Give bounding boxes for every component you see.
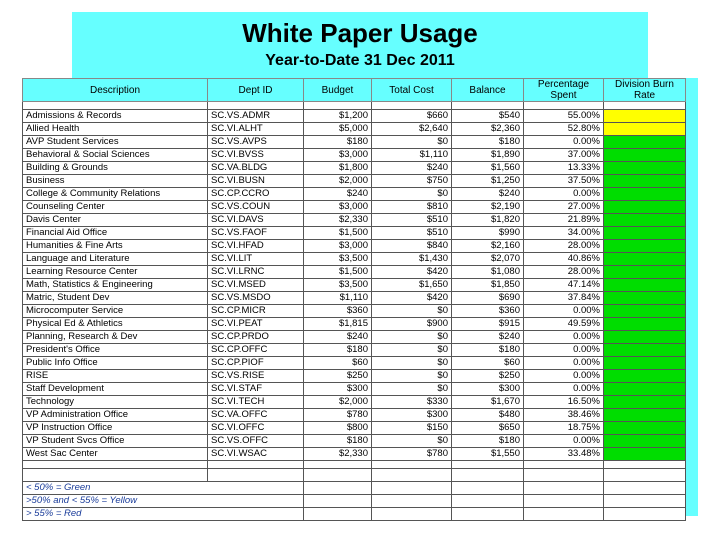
table-row (23, 357, 686, 370)
row-percentage-spent: 16.50% (524, 396, 604, 409)
table-row (23, 110, 686, 123)
row-total-cost: $0 (372, 435, 452, 448)
row-burn-rate-indicator (604, 448, 686, 461)
row-balance: $990 (452, 227, 524, 240)
row-total-cost: $0 (372, 383, 452, 396)
row-burn-rate-indicator (604, 110, 686, 123)
row-total-cost: $0 (372, 136, 452, 149)
row-percentage-spent: 27.00% (524, 201, 604, 214)
row-percentage-spent: 40.86% (524, 253, 604, 266)
row-total-cost: $840 (372, 240, 452, 253)
row-dept-id: SC.VI.TECH (208, 396, 304, 409)
row-budget: $2,330 (304, 214, 372, 227)
usage-table (22, 78, 686, 521)
row-burn-rate-indicator (604, 149, 686, 162)
table-row (23, 279, 686, 292)
row-budget: $3,000 (304, 240, 372, 253)
row-description: Language and Literature (23, 253, 208, 266)
row-percentage-spent: 21.89% (524, 214, 604, 227)
row-description: AVP Student Services (23, 136, 208, 149)
row-dept-id: SC.VI.PEAT (208, 318, 304, 331)
legend-row-yellow (23, 495, 686, 508)
table-row (23, 162, 686, 175)
row-budget: $180 (304, 344, 372, 357)
row-description: West Sac Center (23, 448, 208, 461)
row-balance: $1,550 (452, 448, 524, 461)
row-percentage-spent: 47.14% (524, 279, 604, 292)
row-burn-rate-indicator (604, 266, 686, 279)
row-description: Financial Aid Office (23, 227, 208, 240)
row-dept-id: SC.VS.ADMR (208, 110, 304, 123)
row-total-cost: $1,110 (372, 149, 452, 162)
row-total-cost: $0 (372, 344, 452, 357)
row-budget: $300 (304, 383, 372, 396)
table-row (23, 409, 686, 422)
row-description: Planning, Research & Dev (23, 331, 208, 344)
row-total-cost: $2,640 (372, 123, 452, 136)
row-balance: $690 (452, 292, 524, 305)
row-budget: $2,000 (304, 396, 372, 409)
row-dept-id: SC.VI.LIT (208, 253, 304, 266)
row-budget: $240 (304, 188, 372, 201)
table-row (23, 422, 686, 435)
title-banner (72, 12, 648, 78)
row-balance: $180 (452, 435, 524, 448)
spacer-row (23, 102, 686, 110)
row-total-cost: $750 (372, 175, 452, 188)
row-percentage-spent: 0.00% (524, 435, 604, 448)
row-description: Behavioral & Social Sciences (23, 149, 208, 162)
row-dept-id: SC.VI.LRNC (208, 266, 304, 279)
table-footer (23, 469, 686, 521)
row-dept-id: SC.VS.FAOF (208, 227, 304, 240)
row-description: VP Instruction Office (23, 422, 208, 435)
row-budget: $3,000 (304, 149, 372, 162)
row-balance: $60 (452, 357, 524, 370)
header-balance: Balance (452, 79, 524, 102)
blank-row (23, 469, 686, 482)
row-total-cost: $510 (372, 214, 452, 227)
row-total-cost: $0 (372, 188, 452, 201)
row-total-cost: $900 (372, 318, 452, 331)
row-description: Davis Center (23, 214, 208, 227)
row-description: Math, Statistics & Engineering (23, 279, 208, 292)
row-burn-rate-indicator (604, 409, 686, 422)
table-row (23, 305, 686, 318)
row-total-cost: $330 (372, 396, 452, 409)
row-balance: $650 (452, 422, 524, 435)
table-row (23, 123, 686, 136)
row-dept-id: SC.VI.MSED (208, 279, 304, 292)
row-percentage-spent: 0.00% (524, 357, 604, 370)
row-burn-rate-indicator (604, 305, 686, 318)
row-dept-id: SC.VI.STAF (208, 383, 304, 396)
row-description: Counseling Center (23, 201, 208, 214)
row-budget: $1,500 (304, 266, 372, 279)
page-subtitle: Year-to-Date 31 Dec 2011 (265, 52, 455, 69)
row-burn-rate-indicator (604, 123, 686, 136)
row-balance: $180 (452, 136, 524, 149)
table-row (23, 292, 686, 305)
row-budget: $1,200 (304, 110, 372, 123)
table-row (23, 383, 686, 396)
row-budget: $3,500 (304, 279, 372, 292)
header-total-cost: Total Cost (372, 79, 452, 102)
row-balance: $1,890 (452, 149, 524, 162)
row-balance: $1,250 (452, 175, 524, 188)
row-balance: $480 (452, 409, 524, 422)
row-dept-id: SC.VA.BLDG (208, 162, 304, 175)
row-percentage-spent: 0.00% (524, 370, 604, 383)
row-total-cost: $660 (372, 110, 452, 123)
row-total-cost: $300 (372, 409, 452, 422)
row-dept-id: SC.VI.BVSS (208, 149, 304, 162)
row-description: Business (23, 175, 208, 188)
table-row (23, 227, 686, 240)
row-budget: $1,110 (304, 292, 372, 305)
row-balance: $1,820 (452, 214, 524, 227)
row-total-cost: $0 (372, 370, 452, 383)
row-balance: $915 (452, 318, 524, 331)
row-burn-rate-indicator (604, 253, 686, 266)
row-total-cost: $420 (372, 266, 452, 279)
row-percentage-spent: 55.00% (524, 110, 604, 123)
row-budget: $180 (304, 435, 372, 448)
header-division-burn-rate: Division Burn Rate (604, 79, 686, 102)
table-row (23, 396, 686, 409)
row-total-cost: $510 (372, 227, 452, 240)
row-total-cost: $0 (372, 357, 452, 370)
table-row (23, 149, 686, 162)
row-description: Matric, Student Dev (23, 292, 208, 305)
legend-row-green (23, 482, 686, 495)
table-row (23, 331, 686, 344)
row-burn-rate-indicator (604, 136, 686, 149)
row-burn-rate-indicator (604, 331, 686, 344)
row-budget: $2,330 (304, 448, 372, 461)
row-description: Technology (23, 396, 208, 409)
table-body (23, 102, 686, 469)
row-burn-rate-indicator (604, 318, 686, 331)
row-description: VP Administration Office (23, 409, 208, 422)
row-description: Humanities & Fine Arts (23, 240, 208, 253)
row-burn-rate-indicator (604, 370, 686, 383)
table-row (23, 240, 686, 253)
row-burn-rate-indicator (604, 279, 686, 292)
row-description: Building & Grounds (23, 162, 208, 175)
row-total-cost: $420 (372, 292, 452, 305)
row-budget: $250 (304, 370, 372, 383)
row-description: College & Community Relations (23, 188, 208, 201)
header-description: Description (23, 79, 208, 102)
row-burn-rate-indicator (604, 214, 686, 227)
row-total-cost: $0 (372, 305, 452, 318)
row-budget: $1,500 (304, 227, 372, 240)
row-budget: $1,800 (304, 162, 372, 175)
table-row (23, 175, 686, 188)
row-dept-id: SC.VA.OFFC (208, 409, 304, 422)
row-percentage-spent: 33.48% (524, 448, 604, 461)
table-row (23, 370, 686, 383)
table-row (23, 266, 686, 279)
row-balance: $360 (452, 305, 524, 318)
row-description: VP Student Svcs Office (23, 435, 208, 448)
row-description: Public Info Office (23, 357, 208, 370)
header-dept-id: Dept ID (208, 79, 304, 102)
row-balance: $300 (452, 383, 524, 396)
row-balance: $2,160 (452, 240, 524, 253)
row-dept-id: SC.VI.OFFC (208, 422, 304, 435)
row-balance: $240 (452, 188, 524, 201)
row-total-cost: $240 (372, 162, 452, 175)
row-total-cost: $780 (372, 448, 452, 461)
table-row (23, 435, 686, 448)
row-percentage-spent: 0.00% (524, 331, 604, 344)
row-budget: $240 (304, 331, 372, 344)
row-total-cost: $810 (372, 201, 452, 214)
row-description: Physical Ed & Athletics (23, 318, 208, 331)
row-balance: $180 (452, 344, 524, 357)
row-total-cost: $1,430 (372, 253, 452, 266)
row-dept-id: SC.VI.ALHT (208, 123, 304, 136)
row-dept-id: SC.VI.BUSN (208, 175, 304, 188)
row-budget: $800 (304, 422, 372, 435)
row-percentage-spent: 0.00% (524, 136, 604, 149)
header-row (23, 79, 686, 102)
legend-yellow: >50% and < 55% = Yellow (23, 495, 304, 508)
row-budget: $180 (304, 136, 372, 149)
row-dept-id: SC.VI.DAVS (208, 214, 304, 227)
legend-row-red (23, 508, 686, 521)
row-percentage-spent: 18.75% (524, 422, 604, 435)
row-balance: $1,560 (452, 162, 524, 175)
row-balance: $2,070 (452, 253, 524, 266)
row-burn-rate-indicator (604, 175, 686, 188)
table-row (23, 188, 686, 201)
row-burn-rate-indicator (604, 344, 686, 357)
row-balance: $1,670 (452, 396, 524, 409)
table-row (23, 136, 686, 149)
table-row (23, 448, 686, 461)
row-burn-rate-indicator (604, 227, 686, 240)
row-dept-id: SC.VS.MSDO (208, 292, 304, 305)
row-balance: $2,190 (452, 201, 524, 214)
row-dept-id: SC.VI.WSAC (208, 448, 304, 461)
row-total-cost: $1,650 (372, 279, 452, 292)
row-budget: $60 (304, 357, 372, 370)
row-description: RISE (23, 370, 208, 383)
row-burn-rate-indicator (604, 292, 686, 305)
row-description: Learning Resource Center (23, 266, 208, 279)
row-description: President's Office (23, 344, 208, 357)
usage-sheet (22, 78, 698, 519)
row-description: Admissions & Records (23, 110, 208, 123)
row-balance: $540 (452, 110, 524, 123)
row-burn-rate-indicator (604, 435, 686, 448)
row-budget: $2,000 (304, 175, 372, 188)
table-row (23, 214, 686, 227)
row-balance: $240 (452, 331, 524, 344)
spacer-row (23, 461, 686, 469)
row-burn-rate-indicator (604, 201, 686, 214)
row-dept-id: SC.VS.AVPS (208, 136, 304, 149)
row-burn-rate-indicator (604, 396, 686, 409)
row-percentage-spent: 0.00% (524, 305, 604, 318)
row-burn-rate-indicator (604, 357, 686, 370)
row-percentage-spent: 0.00% (524, 383, 604, 396)
row-dept-id: SC.CP.MICR (208, 305, 304, 318)
row-budget: $780 (304, 409, 372, 422)
header-percentage-spent: Percentage Spent (524, 79, 604, 102)
row-percentage-spent: 0.00% (524, 344, 604, 357)
page-title: White Paper Usage (242, 18, 478, 48)
row-percentage-spent: 37.00% (524, 149, 604, 162)
row-burn-rate-indicator (604, 188, 686, 201)
row-burn-rate-indicator (604, 422, 686, 435)
row-budget: $360 (304, 305, 372, 318)
table-row (23, 344, 686, 357)
row-percentage-spent: 34.00% (524, 227, 604, 240)
row-percentage-spent: 28.00% (524, 266, 604, 279)
row-total-cost: $150 (372, 422, 452, 435)
table-row (23, 253, 686, 266)
header-budget: Budget (304, 79, 372, 102)
row-balance: $250 (452, 370, 524, 383)
row-percentage-spent: 13.33% (524, 162, 604, 175)
row-dept-id: SC.VS.OFFC (208, 435, 304, 448)
row-description: Microcomputer Service (23, 305, 208, 318)
row-percentage-spent: 0.00% (524, 188, 604, 201)
table-row (23, 318, 686, 331)
row-dept-id: SC.VS.RISE (208, 370, 304, 383)
row-budget: $3,000 (304, 201, 372, 214)
row-budget: $1,815 (304, 318, 372, 331)
row-description: Allied Health (23, 123, 208, 136)
legend-green: < 50% = Green (23, 482, 304, 495)
table-row (23, 201, 686, 214)
row-percentage-spent: 28.00% (524, 240, 604, 253)
row-burn-rate-indicator (604, 162, 686, 175)
row-dept-id: SC.CP.OFFC (208, 344, 304, 357)
row-total-cost: $0 (372, 331, 452, 344)
row-dept-id: SC.CP.PRDO (208, 331, 304, 344)
row-balance: $2,360 (452, 123, 524, 136)
row-dept-id: SC.CP.PIOF (208, 357, 304, 370)
row-burn-rate-indicator (604, 240, 686, 253)
row-percentage-spent: 52.80% (524, 123, 604, 136)
row-description: Staff Development (23, 383, 208, 396)
row-dept-id: SC.VI.HFAD (208, 240, 304, 253)
legend-red: > 55% = Red (23, 508, 304, 521)
row-balance: $1,850 (452, 279, 524, 292)
row-budget: $3,500 (304, 253, 372, 266)
row-percentage-spent: 37.50% (524, 175, 604, 188)
row-percentage-spent: 49.59% (524, 318, 604, 331)
row-balance: $1,080 (452, 266, 524, 279)
row-percentage-spent: 38.46% (524, 409, 604, 422)
row-budget: $5,000 (304, 123, 372, 136)
row-dept-id: SC.VS.COUN (208, 201, 304, 214)
row-burn-rate-indicator (604, 383, 686, 396)
row-dept-id: SC.CP.CCRO (208, 188, 304, 201)
row-percentage-spent: 37.84% (524, 292, 604, 305)
